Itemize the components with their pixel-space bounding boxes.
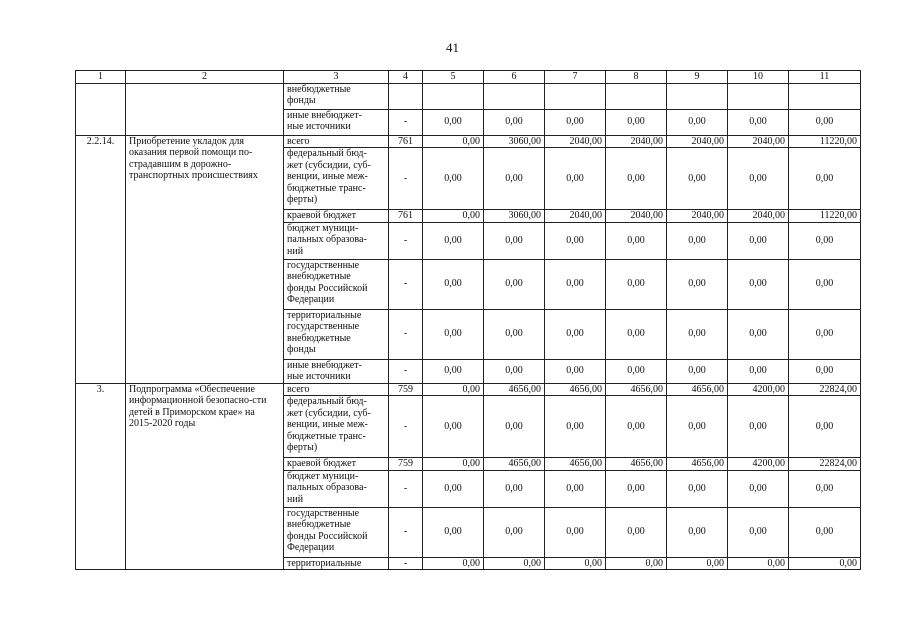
- amount-cell: 4656,00: [545, 383, 606, 396]
- amount-cell: 4656,00: [606, 383, 667, 396]
- amount-cell: 0,00: [606, 222, 667, 259]
- amount-cell: 0,00: [484, 396, 545, 458]
- amount-cell: 4656,00: [667, 383, 728, 396]
- amount-cell: 0,00: [423, 309, 484, 359]
- budget-code: -: [389, 396, 423, 458]
- amount-cell: 0,00: [728, 470, 789, 507]
- funding-source: краевой бюджет: [284, 210, 389, 223]
- amount-cell: [789, 83, 861, 109]
- amount-cell: 4200,00: [728, 383, 789, 396]
- amount-cell: 0,00: [423, 210, 484, 223]
- item-name: Подпрограмма «Обеспечение информационной безопасно-сти детей в Приморском крае» на 2015-2020 годы: [126, 383, 284, 570]
- funding-source: государственные внебюджетные фонды Российской Федерации: [284, 259, 389, 309]
- amount-cell: 0,00: [667, 507, 728, 557]
- amount-cell: 0,00: [606, 309, 667, 359]
- amount-cell: 3060,00: [484, 135, 545, 148]
- amount-cell: 2040,00: [728, 135, 789, 148]
- amount-cell: 0,00: [484, 259, 545, 309]
- amount-cell: [545, 83, 606, 109]
- column-number: 9: [667, 71, 728, 84]
- funding-source: государственные внебюджетные фонды Российской Федерации: [284, 507, 389, 557]
- column-number: 10: [728, 71, 789, 84]
- amount-cell: 0,00: [545, 309, 606, 359]
- amount-cell: 0,00: [728, 109, 789, 135]
- column-number: 6: [484, 71, 545, 84]
- budget-table: [75, 70, 861, 570]
- funding-source: краевой бюджет: [284, 458, 389, 471]
- amount-cell: 11220,00: [789, 210, 861, 223]
- amount-cell: 3060,00: [484, 210, 545, 223]
- funding-source: внебюджетные фонды: [284, 83, 389, 109]
- amount-cell: 2040,00: [606, 135, 667, 148]
- column-number: 5: [423, 71, 484, 84]
- amount-cell: 2040,00: [667, 135, 728, 148]
- amount-cell: 0,00: [484, 507, 545, 557]
- funding-source: федеральный бюд- жет (субсидии, суб- венции, иные меж- бюджетные транс- ферты): [284, 148, 389, 210]
- amount-cell: 0,00: [606, 470, 667, 507]
- amount-cell: 0,00: [545, 222, 606, 259]
- amount-cell: 11220,00: [789, 135, 861, 148]
- amount-cell: 0,00: [728, 309, 789, 359]
- budget-code: -: [389, 507, 423, 557]
- funding-source: территориальные: [284, 557, 389, 570]
- amount-cell: 0,00: [423, 383, 484, 396]
- amount-cell: 2040,00: [728, 210, 789, 223]
- amount-cell: 0,00: [667, 557, 728, 570]
- amount-cell: 0,00: [545, 259, 606, 309]
- amount-cell: 0,00: [423, 359, 484, 383]
- funding-source: федеральный бюд- жет (субсидии, суб- венции, иные меж- бюджетные транс- ферты): [284, 396, 389, 458]
- column-number: 4: [389, 71, 423, 84]
- amount-cell: 0,00: [789, 309, 861, 359]
- item-number: [76, 83, 126, 135]
- budget-code: -: [389, 148, 423, 210]
- amount-cell: 0,00: [789, 396, 861, 458]
- amount-cell: 0,00: [545, 470, 606, 507]
- amount-cell: 0,00: [789, 557, 861, 570]
- amount-cell: 0,00: [789, 222, 861, 259]
- column-number: 8: [606, 71, 667, 84]
- budget-code: -: [389, 259, 423, 309]
- amount-cell: 4656,00: [484, 383, 545, 396]
- amount-cell: 0,00: [789, 148, 861, 210]
- column-number: 11: [789, 71, 861, 84]
- amount-cell: 0,00: [667, 148, 728, 210]
- funding-source: всего: [284, 383, 389, 396]
- amount-cell: 22824,00: [789, 383, 861, 396]
- amount-cell: 2040,00: [667, 210, 728, 223]
- amount-cell: 0,00: [423, 222, 484, 259]
- amount-cell: 0,00: [789, 470, 861, 507]
- amount-cell: 0,00: [667, 109, 728, 135]
- budget-code: -: [389, 557, 423, 570]
- amount-cell: 0,00: [423, 396, 484, 458]
- amount-cell: 0,00: [423, 135, 484, 148]
- item-number: 3.: [76, 383, 126, 570]
- page-number: 41: [446, 40, 459, 55]
- amount-cell: 0,00: [728, 148, 789, 210]
- amount-cell: 0,00: [667, 309, 728, 359]
- amount-cell: 0,00: [545, 557, 606, 570]
- budget-code: [389, 83, 423, 109]
- amount-cell: 0,00: [423, 557, 484, 570]
- amount-cell: 0,00: [423, 507, 484, 557]
- amount-cell: 0,00: [606, 259, 667, 309]
- amount-cell: 4656,00: [545, 458, 606, 471]
- amount-cell: 0,00: [484, 222, 545, 259]
- amount-cell: 0,00: [667, 396, 728, 458]
- budget-code: -: [389, 470, 423, 507]
- column-number: 1: [76, 71, 126, 84]
- amount-cell: 0,00: [423, 470, 484, 507]
- table-row: [76, 383, 861, 396]
- budget-code: -: [389, 109, 423, 135]
- amount-cell: 0,00: [606, 148, 667, 210]
- amount-cell: [728, 83, 789, 109]
- amount-cell: 0,00: [545, 359, 606, 383]
- budget-code: -: [389, 309, 423, 359]
- funding-source: иные внебюджет- ные источники: [284, 109, 389, 135]
- budget-code: -: [389, 222, 423, 259]
- table-row: [76, 135, 861, 148]
- amount-cell: [606, 83, 667, 109]
- amount-cell: 0,00: [423, 259, 484, 309]
- amount-cell: 0,00: [667, 222, 728, 259]
- amount-cell: 0,00: [423, 148, 484, 210]
- funding-source: всего: [284, 135, 389, 148]
- amount-cell: 0,00: [789, 259, 861, 309]
- budget-code: 761: [389, 135, 423, 148]
- amount-cell: 0,00: [606, 507, 667, 557]
- amount-cell: 4656,00: [667, 458, 728, 471]
- amount-cell: 0,00: [667, 259, 728, 309]
- amount-cell: 0,00: [606, 109, 667, 135]
- amount-cell: 2040,00: [545, 135, 606, 148]
- amount-cell: 0,00: [423, 458, 484, 471]
- item-number: 2.2.14.: [76, 135, 126, 383]
- item-name: Приобретение укладок для оказания первой помощи по-страдавшим в дорожно-транспортных происшествиях: [126, 135, 284, 383]
- table-row: [76, 83, 861, 109]
- budget-code: 759: [389, 383, 423, 396]
- amount-cell: 0,00: [484, 470, 545, 507]
- amount-cell: 0,00: [789, 109, 861, 135]
- amount-cell: [484, 83, 545, 109]
- amount-cell: 0,00: [606, 557, 667, 570]
- amount-cell: 0,00: [789, 359, 861, 383]
- amount-cell: 0,00: [789, 507, 861, 557]
- column-number: 3: [284, 71, 389, 84]
- funding-source: территориальные государственные внебюджетные фонды: [284, 309, 389, 359]
- amount-cell: 0,00: [728, 259, 789, 309]
- amount-cell: 0,00: [728, 222, 789, 259]
- amount-cell: 0,00: [545, 396, 606, 458]
- amount-cell: 0,00: [728, 557, 789, 570]
- amount-cell: 0,00: [667, 470, 728, 507]
- column-number: 2: [126, 71, 284, 84]
- amount-cell: 0,00: [484, 359, 545, 383]
- amount-cell: 0,00: [728, 396, 789, 458]
- amount-cell: 0,00: [484, 309, 545, 359]
- amount-cell: 0,00: [667, 359, 728, 383]
- amount-cell: 2040,00: [606, 210, 667, 223]
- column-number-row: [76, 71, 861, 84]
- amount-cell: 0,00: [484, 557, 545, 570]
- column-number: 7: [545, 71, 606, 84]
- budget-code: 761: [389, 210, 423, 223]
- amount-cell: 4656,00: [606, 458, 667, 471]
- amount-cell: 0,00: [606, 359, 667, 383]
- amount-cell: 4656,00: [484, 458, 545, 471]
- amount-cell: 0,00: [545, 109, 606, 135]
- amount-cell: 0,00: [545, 148, 606, 210]
- amount-cell: 0,00: [728, 507, 789, 557]
- item-name: [126, 83, 284, 135]
- amount-cell: 0,00: [484, 148, 545, 210]
- funding-source: бюджет муници- пальных образова- ний: [284, 470, 389, 507]
- amount-cell: 0,00: [484, 109, 545, 135]
- amount-cell: 4200,00: [728, 458, 789, 471]
- funding-source: бюджет муници- пальных образова- ний: [284, 222, 389, 259]
- amount-cell: 0,00: [423, 109, 484, 135]
- amount-cell: [667, 83, 728, 109]
- budget-code: -: [389, 359, 423, 383]
- amount-cell: 2040,00: [545, 210, 606, 223]
- funding-source: иные внебюджет- ные источники: [284, 359, 389, 383]
- amount-cell: [423, 83, 484, 109]
- amount-cell: 22824,00: [789, 458, 861, 471]
- budget-code: 759: [389, 458, 423, 471]
- amount-cell: 0,00: [545, 507, 606, 557]
- amount-cell: 0,00: [728, 359, 789, 383]
- amount-cell: 0,00: [606, 396, 667, 458]
